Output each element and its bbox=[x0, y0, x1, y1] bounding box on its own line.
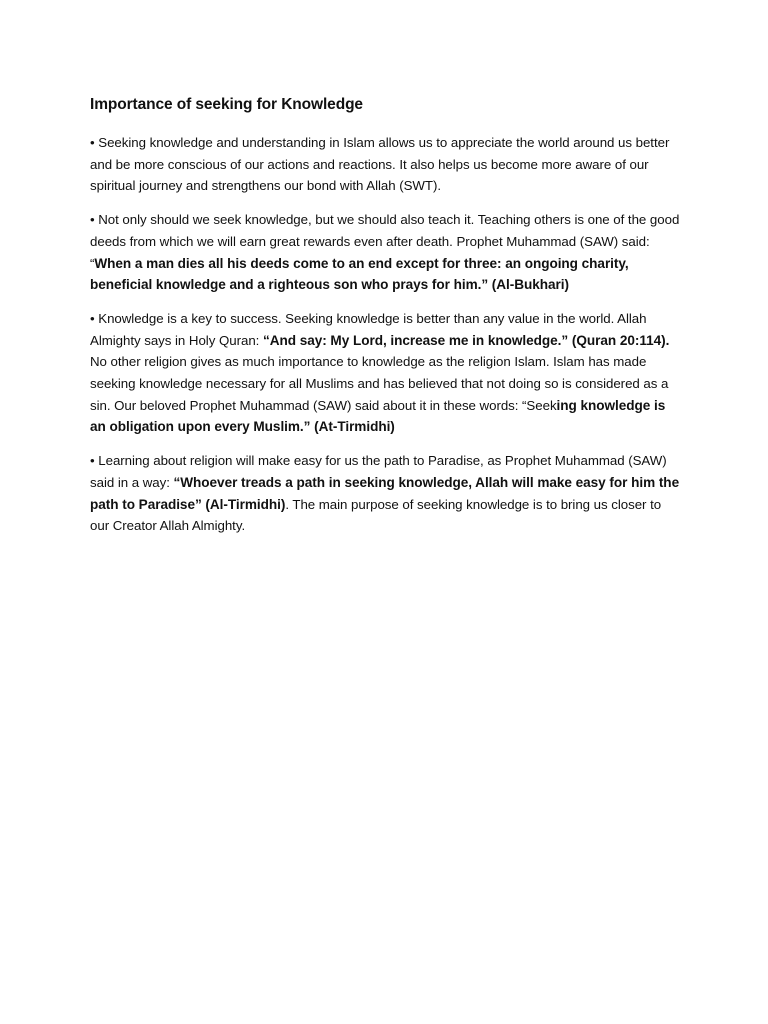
text-run: • Not only should we seek knowledge, but we should also teach it. Teaching others is one of the good deeds from which we will earn great rewards even after death. Prophet Muhammad (SAW) said: “ bbox=[90, 212, 680, 271]
text-run: • Seeking knowledge and understanding in Islam allows us to appreciate the world around us better and be more conscious of our actions and reactions. It also helps us become more aware of our spiritual journey and strengthens our bond with Allah (SWT). bbox=[90, 135, 670, 194]
paragraph-teaching-knowledge bbox=[90, 209, 682, 296]
paragraph-key-to-success bbox=[90, 308, 682, 438]
document-page bbox=[90, 94, 682, 549]
quran-quote: “And say: My Lord, increase me in knowledge.” (Quran 20:114). bbox=[262, 332, 670, 348]
hadith-quote: When a man dies all his deeds come to an end except for three: an ongoing charity, beneficial knowledge and a righteous son who prays for him.” (Al-Bukhari) bbox=[90, 255, 629, 293]
text-run: No other religion gives as much importance to knowledge as the religion Islam. Islam has made seeking knowledge necessary for all Muslims and has believed that not doing so is considered as a sin. Our beloved Prophet Muhammad (SAW) said about it in these words: “Seek bbox=[90, 354, 669, 413]
paragraph-path-to-paradise bbox=[90, 450, 682, 537]
document-title: Importance of seeking for Knowledge bbox=[90, 96, 363, 113]
text-run: • Learning about religion will make easy for us the path to Paradise, as Prophet Muhammad (SAW) said in a way: bbox=[90, 453, 667, 490]
hadith-quote: “Whoever treads a path in seeking knowledge, Allah will make easy for him the path to Paradise” (Al-Tirmidhi) bbox=[90, 474, 680, 512]
text-run: . The main purpose of seeking knowledge is to bring us closer to our Creator Allah Almighty. bbox=[90, 496, 662, 534]
text-run: • Knowledge is a key to success. Seeking knowledge is better than any value in the world. Allah Almighty says in Holy Quran: bbox=[90, 310, 647, 348]
hadith-quote: ing knowledge is an obligation upon every Muslim.” (At-Tirmidhi) bbox=[90, 397, 666, 435]
paragraph-seeking-knowledge bbox=[90, 132, 682, 197]
